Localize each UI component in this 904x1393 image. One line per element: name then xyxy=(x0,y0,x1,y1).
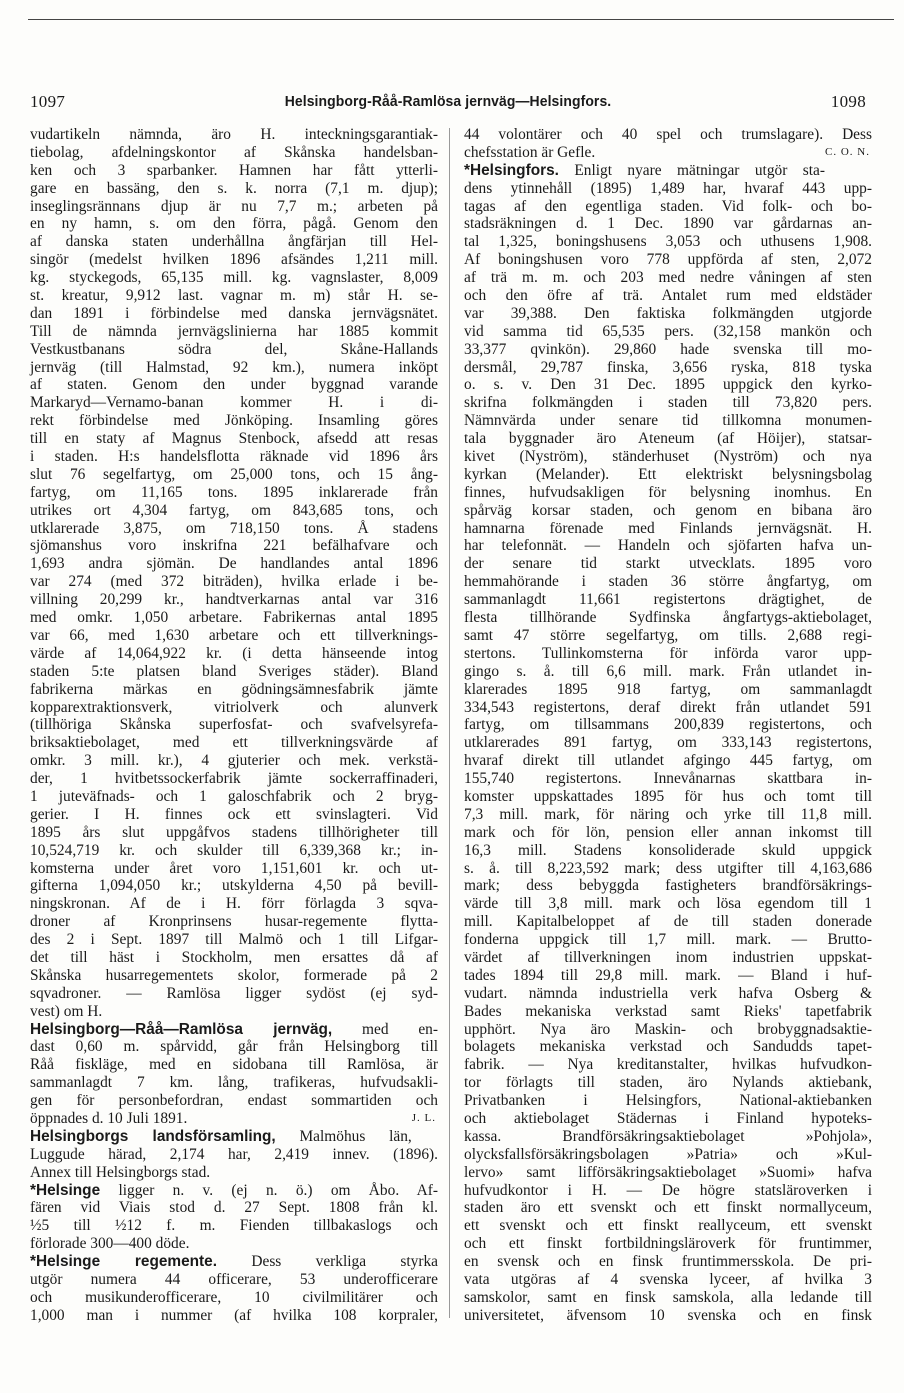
text-line xyxy=(464,520,872,538)
line-text: inseglingsrännans djup är nu 7,7 m.; arbeten på xyxy=(30,197,438,215)
author-signature: C. O. N. xyxy=(825,145,870,158)
line-text: utrikes ort 4,304 fartyg, om 843,685 tons, och xyxy=(30,501,438,519)
line-text: sqvadroner. — Ramlösa ligger sydöst (ej syd- xyxy=(30,984,438,1002)
text-line xyxy=(30,1021,438,1039)
text-line xyxy=(464,1056,872,1074)
line-text: dersmål, 29,787 finska, 3,656 ryska, 818 tyska xyxy=(464,358,872,376)
line-text: af trä m. m. och 203 med nedre våningen af sten xyxy=(464,269,872,287)
line-text: klarerades 1895 918 fartyg, om sammanlagdt xyxy=(464,680,872,698)
text-line xyxy=(30,699,438,717)
entry-headword: *Helsinge xyxy=(30,1181,101,1199)
line-text: finnes, hufvudsakligen för belysning inomhus. En xyxy=(464,483,872,501)
text-line xyxy=(464,1289,872,1307)
text-line xyxy=(464,1003,872,1021)
line-text: komsterna under året voro 1,151,601 kr. och ut- xyxy=(30,859,438,877)
line-text: utklarerades 891 fartyg, om 333,143 registertons, xyxy=(464,734,872,752)
line-text: der, 1 hvitbetssockerfabrik jämte sockerraffinaderi, xyxy=(30,770,438,788)
text-line xyxy=(464,788,872,806)
line-text: 33,377 qvinkön). 29,860 hade svenska till mo- xyxy=(464,340,872,358)
text-line xyxy=(464,806,872,824)
text-line xyxy=(464,144,872,162)
line-text: Privatbanken i Helsingfors, National-aktiebanken xyxy=(464,1092,872,1110)
text-line xyxy=(30,484,438,502)
text-line xyxy=(30,985,438,1003)
text-line xyxy=(464,502,872,520)
right-column xyxy=(464,126,872,1325)
running-title: Helsingborg-Råå-Ramlösa jernväg—Helsingfors. xyxy=(284,93,612,110)
line-text: gen för personbefordran, endast sommartiden och xyxy=(30,1092,438,1110)
line-text: des 2 i Sept. 1897 till Malmö och 1 till Lifgar- xyxy=(30,931,438,949)
line-text: Enligt nyare mätningar utgör sta- xyxy=(558,161,826,179)
line-text: slut 76 segelfartyg, om 25,000 tons, och 15 ång- xyxy=(30,465,438,483)
text-line xyxy=(464,359,872,377)
line-text: briksaktiebolaget, med ett tillverkningsvärde af xyxy=(30,734,438,752)
line-text: kg. styckegods, 65,135 mill. kg. vagnslaster, 8,009 xyxy=(30,269,438,287)
text-line xyxy=(30,233,438,251)
text-line xyxy=(464,1021,872,1039)
line-text: en svensk och en finsk fruntimmersskola. De pri- xyxy=(464,1253,872,1271)
line-text: tal 1,325, boningshusens 3,053 och uthusens 1,908. xyxy=(464,233,872,251)
text-line xyxy=(30,1056,438,1074)
line-text: det till häst i Stockholm, men ersattes då af xyxy=(30,948,438,966)
text-line xyxy=(464,555,872,573)
text-line xyxy=(30,269,438,287)
entry-headword: Helsingborgs landsförsamling, xyxy=(30,1127,276,1145)
text-line xyxy=(30,1182,438,1200)
text-line xyxy=(464,931,872,949)
text-line xyxy=(30,341,438,359)
text-line xyxy=(30,806,438,824)
line-text: af danska staten underhållna ångfärjan till Hel- xyxy=(30,233,438,251)
line-text: bolagets mekaniska verkstad och Sandudds tapet- xyxy=(464,1038,872,1056)
text-line xyxy=(464,376,872,394)
line-text: Nämnvärda under senare tid tillkomna monumen- xyxy=(464,412,872,430)
text-line xyxy=(464,985,872,1003)
text-line xyxy=(464,824,872,842)
text-line xyxy=(464,251,872,269)
text-line xyxy=(464,716,872,734)
line-text: vata utgöras af 4 svenska lyceer, af hvilka 3 xyxy=(464,1271,872,1288)
line-text: tiebolag, afdelningskontor af Skånska handelsban- xyxy=(30,143,438,161)
line-text: flesta tillhörande Sydfinska ångfartygs-aktiebolaget, xyxy=(464,609,872,627)
line-text: sammanlagdt 11,661 registertons drägtighet, de xyxy=(464,591,872,609)
line-text: dast 0,60 m. spårvidd, går från Helsingborg till xyxy=(30,1038,438,1056)
line-text: tagas af den egentliga staden. Vid folk- och bo- xyxy=(464,197,872,215)
text-line xyxy=(464,877,872,895)
line-text: fären vid Viais stod d. 27 Sept. 1808 från kl. xyxy=(30,1199,438,1217)
line-text: 1,000 man i nummer (af hvilka 108 korpraler, xyxy=(30,1306,438,1324)
text-line xyxy=(464,126,872,144)
line-text: kassa. Brandförsäkringsaktiebolaget »Pohjola», xyxy=(464,1127,872,1145)
text-line xyxy=(464,895,872,913)
line-text: fonderna uppgick till 1,7 mill. mark. — Brutto- xyxy=(464,931,872,949)
text-line xyxy=(30,1235,438,1253)
line-text: olycksfallsförsäkringsbolagen »Patria» och »Kul- xyxy=(464,1145,872,1163)
line-text: 1,693 andra sjömän. De handlandes antal 1896 xyxy=(30,555,438,573)
line-text: vid samma tid 65,535 pers. (32,158 mankön och xyxy=(464,322,872,340)
text-line xyxy=(30,609,438,627)
line-text: gare en bassäng, den s. k. norra (7,1 m. djup); xyxy=(30,179,438,197)
text-line xyxy=(464,233,872,251)
text-line xyxy=(464,1235,872,1253)
line-text: hamnarna förenade med Finlands jernvägsnät. H. xyxy=(464,519,872,537)
text-line xyxy=(30,663,438,681)
line-text: och aktiebolaget Städernas i Finland hypoteks- xyxy=(464,1109,872,1127)
text-line xyxy=(464,430,872,448)
text-line xyxy=(30,931,438,949)
text-line xyxy=(30,376,438,394)
text-line xyxy=(30,645,438,663)
line-text: Vestkustbanans södra del, Skåne-Hallands xyxy=(30,340,438,358)
text-line xyxy=(464,1110,872,1128)
line-text: stadsräkningen d. 1 Dec. 1890 var gårdarnas an- xyxy=(464,215,872,233)
text-line xyxy=(30,251,438,269)
line-text: af staten. Genom den under byggnad varande xyxy=(30,376,438,394)
text-line xyxy=(464,860,872,878)
text-line xyxy=(30,788,438,806)
text-line xyxy=(30,448,438,466)
line-text: s. å. till 8,223,592 mark; dess utgifter till 4,163,686 xyxy=(464,859,872,877)
line-text: 16,3 mill. Stadens konsoliderade skuld uppgick xyxy=(464,841,872,859)
text-line xyxy=(464,269,872,287)
text-line xyxy=(30,1092,438,1110)
line-text: och ett finskt fortbildningsläroverk för fruntimmer, xyxy=(464,1235,872,1253)
text-line xyxy=(464,609,872,627)
text-line xyxy=(30,323,438,341)
text-line xyxy=(30,734,438,752)
line-text: lervo» samt lifförsäkringsaktiebolaget »Suomi» hafva xyxy=(464,1163,872,1181)
top-rule xyxy=(28,19,894,20)
line-text: hvaraf direkt till utlandet afgingo 445 fartyg, om xyxy=(464,752,872,770)
text-line xyxy=(464,842,872,860)
line-text: var 274 (med 372 biträden), hvilka erlade i be- xyxy=(30,573,438,591)
text-line xyxy=(464,305,872,323)
line-text: fartyg, om 11,165 tons. 1895 inklarerade från xyxy=(30,483,438,501)
running-header xyxy=(30,92,866,116)
text-line xyxy=(464,1217,872,1235)
line-text: Till de nämnda jernvägslinierna har 1885 kommit xyxy=(30,322,438,340)
line-text: kyrkan (Melander). Ett elektriskt belysningsbolag xyxy=(464,465,872,483)
text-line xyxy=(464,627,872,645)
line-text: värde af 14,064,922 kr. (i detta hänseende intog xyxy=(30,644,438,662)
text-line xyxy=(464,1128,872,1146)
text-line xyxy=(30,1271,438,1289)
text-line xyxy=(464,770,872,788)
line-text: fabrik. — Nya kreditanstalter, hvilkas hufvudkon- xyxy=(464,1056,872,1074)
line-text: omkr. 3 mill. kr.), 4 gjuterier och mek. verkstä- xyxy=(30,752,438,770)
text-line xyxy=(464,394,872,412)
text-line xyxy=(30,394,438,412)
line-text: ½5 till ½12 f. m. Fienden tillbakaslogs och xyxy=(30,1217,438,1235)
text-line xyxy=(30,412,438,430)
column-divider xyxy=(449,128,450,1318)
line-text: staden 5:te platsen bland Sveriges städer). Bland xyxy=(30,662,438,680)
line-text: vest) om H. xyxy=(30,1002,103,1020)
line-text: fartyg, om tillsammans 200,839 registertons, och xyxy=(464,716,872,734)
text-line xyxy=(464,699,872,717)
line-text: 10,524,719 kr. och skulder till 6,339,368 kr.; in- xyxy=(30,841,438,859)
line-text: 334,543 registertons, deraf direkt från utlandet 591 xyxy=(464,698,872,716)
text-line xyxy=(30,860,438,878)
text-line xyxy=(30,198,438,216)
text-line xyxy=(30,752,438,770)
text-line xyxy=(30,502,438,520)
text-line xyxy=(30,967,438,985)
entry-headword: *Helsingfors. xyxy=(464,161,559,179)
text-line xyxy=(30,215,438,233)
page-number-right: 1098 xyxy=(830,92,866,111)
text-line xyxy=(464,448,872,466)
line-text: en ny hamn, s. om den förra, pågå. Genom den xyxy=(30,215,438,233)
line-text: vudart. nämnda industriella verk hafva Osberg & xyxy=(464,984,872,1002)
text-line xyxy=(30,913,438,931)
line-text: 7,3 mill. mark, för näring och yrke till 11,8 mill. xyxy=(464,805,872,823)
text-line xyxy=(464,1074,872,1092)
text-line xyxy=(30,1253,438,1271)
line-text: ningskronan. Af de i H. förr förlagda 3 sqva- xyxy=(30,895,438,913)
text-line xyxy=(30,305,438,323)
text-line xyxy=(30,359,438,377)
line-text: Råå fiskläge, med en sidobana till Ramlösa, är xyxy=(30,1056,438,1074)
text-line xyxy=(464,1307,872,1325)
line-text: förlorade 300—400 döde. xyxy=(30,1235,190,1253)
text-line xyxy=(30,555,438,573)
line-text: kivet (Nyström), ständerhuset (Nyström) och nya xyxy=(464,448,872,466)
text-line xyxy=(30,716,438,734)
line-text: Luggude härad, 2,174 har, 2,419 innev. (1896). xyxy=(30,1145,438,1163)
line-text: upphört. Nya äro Maskin- och brobyggnadsaktie- xyxy=(464,1020,872,1038)
text-line xyxy=(30,180,438,198)
text-line xyxy=(30,1199,438,1217)
text-line xyxy=(464,734,872,752)
line-text: värdet af tillverkningen inom industrien uppskat- xyxy=(464,948,872,966)
text-line xyxy=(30,1217,438,1235)
text-line xyxy=(30,430,438,448)
text-line xyxy=(464,1092,872,1110)
text-line xyxy=(464,573,872,591)
text-line xyxy=(30,877,438,895)
text-line xyxy=(464,949,872,967)
text-line xyxy=(464,198,872,216)
line-text: ligger n. v. (ej n. ö.) om Åbo. Af- xyxy=(100,1181,438,1199)
text-line xyxy=(30,895,438,913)
text-line xyxy=(464,967,872,985)
line-text: tala byggnader äro Ateneum (af Höijer), statsar- xyxy=(464,430,872,448)
author-signature: J. L. xyxy=(411,1111,436,1124)
entry-headword: *Helsinge regemente. xyxy=(30,1253,218,1271)
line-text: dens ytinnehåll (1895) 1,489 har, hvaraf 443 upp- xyxy=(464,179,872,197)
text-line xyxy=(464,323,872,341)
text-line xyxy=(464,1271,872,1289)
text-line xyxy=(30,949,438,967)
line-text: värde till 3,8 mill. mark och lösa egendom till 1 xyxy=(464,895,872,913)
line-text: har telefonnät. — Handeln och sjöfarten hafva un- xyxy=(464,537,872,555)
text-line xyxy=(30,1146,438,1164)
line-text: o. s. v. Den 31 Dec. 1895 uppgick den kyrko- xyxy=(464,376,872,394)
line-text: 1895 års slut uppgåfvos stadens tillhörigheter till xyxy=(30,823,438,841)
text-line xyxy=(30,520,438,538)
line-text: utklarerade 3,875, om 718,150 tons. Å stadens xyxy=(30,519,438,537)
line-text: sammanlagdt 7 km. lång, trafikeras, hufvudsakli- xyxy=(30,1074,438,1092)
line-text: utgör numera 44 officerare, 53 underofficerare xyxy=(30,1271,438,1288)
line-text: (tillhöriga Skånska superfosfat- och svafvelsyrefa- xyxy=(30,716,438,734)
line-text: chefsstation är Gefle. xyxy=(464,143,596,161)
line-text: spårväg korsar staden, och genom en bibana äro xyxy=(464,501,872,519)
text-line xyxy=(464,1146,872,1164)
text-line xyxy=(464,591,872,609)
line-text: st. kreatur, 9,912 last. vagnar m. m) står H. se- xyxy=(30,287,438,305)
line-text: var 66, med 1,630 arbetare och ett tillverknings- xyxy=(30,626,438,644)
line-text: öppnades d. 10 Juli 1891. xyxy=(30,1109,188,1127)
line-text: kopparextraktionsverk, vitriolverk och alunverk xyxy=(30,698,438,716)
line-text: fabrikerna märkas en gödningsämnesfabrik jämte xyxy=(30,680,438,698)
line-text: tades 1894 till 29,8 mill. mark. — Bland i huf- xyxy=(464,966,872,984)
text-line xyxy=(30,1307,438,1325)
text-line xyxy=(30,1128,438,1146)
line-text: samt 47 större segelfartyg, om tills. 2,688 regi- xyxy=(464,626,872,644)
line-text: rekt förbindelse med Jönköping. Insamling göres xyxy=(30,412,438,430)
line-text: 44 volontärer och 40 spel och trumslagare). Dess xyxy=(464,126,872,143)
text-line xyxy=(464,537,872,555)
text-line xyxy=(30,466,438,484)
line-text: var 39,388. Den faktiska folkmängden utgjorde xyxy=(464,304,872,322)
line-text: sjömanshus voro inskrifna 221 befälhafvare och xyxy=(30,537,438,555)
line-text: singör (medelst hvilken 1896 afsändes 1,211 mill. xyxy=(30,251,438,269)
line-text: Annex till Helsingborgs stad. xyxy=(30,1163,211,1181)
text-line xyxy=(30,537,438,555)
line-text: staden äro ett svenskt och ett finskt normallyceum, xyxy=(464,1199,872,1217)
line-text: mark; dess bebyggda fastigheters brandförsäkrings- xyxy=(464,877,872,895)
text-line xyxy=(30,591,438,609)
line-text: gifterna 1,094,050 kr.; utskylderna 4,50 på bevill- xyxy=(30,877,438,895)
text-line xyxy=(464,1199,872,1217)
text-line xyxy=(30,1038,438,1056)
text-line xyxy=(30,126,438,144)
entry-headword: Helsingborg—Råå—Ramlösa jernväg, xyxy=(30,1020,333,1038)
left-column xyxy=(30,126,438,1325)
text-line xyxy=(464,752,872,770)
line-text: skrifna folkmängden i staden till 73,820 pers. xyxy=(464,394,872,412)
line-text: samskolor, samt en finsk samskola, alla ledande till xyxy=(464,1288,872,1306)
line-text: mark och för lön, pension eller annan inkomst till xyxy=(464,823,872,841)
line-text: mill. Kapitalbeloppet af de till staden donerade xyxy=(464,913,872,931)
line-text: och den öfre af trä. Antalet rum med eldstäder xyxy=(464,287,872,305)
text-line xyxy=(30,1164,438,1182)
page-number-left: 1097 xyxy=(30,92,66,111)
text-line xyxy=(464,681,872,699)
text-line xyxy=(30,1289,438,1307)
text-line xyxy=(464,1038,872,1056)
line-text: 1 juteväfnads- och 1 galoschfabrik och 2 bryg- xyxy=(30,787,438,805)
text-line xyxy=(464,1182,872,1200)
line-text: Markaryd—Vernamo-banan kommer H. i di- xyxy=(30,394,438,412)
line-text: droner af Kronprinsens husar-regemente flytta- xyxy=(30,913,438,931)
text-line xyxy=(464,162,872,180)
text-line xyxy=(30,1003,438,1021)
line-text: Malmöhus län, xyxy=(275,1127,412,1145)
text-line xyxy=(30,1074,438,1092)
text-line xyxy=(30,824,438,842)
line-text: Skånska husarregementets skolor, formerade på 2 xyxy=(30,966,438,984)
text-line xyxy=(30,287,438,305)
line-text: ken och 3 sparbanker. Hamnen har fått ytterli- xyxy=(30,161,438,179)
line-text: universitetet, äfvensom 10 svenska och en finsk xyxy=(464,1306,872,1324)
line-text: med en- xyxy=(332,1020,438,1038)
line-text: villning 20,299 kr., handtverkarnas antal var 316 xyxy=(30,591,438,609)
line-text: och musikunderofficerare, 10 civilmilitärer och xyxy=(30,1288,438,1306)
line-text: 155,740 registertons. Innevånarnas skattbara in- xyxy=(464,770,872,788)
line-text: hufvudkontor i H. — De högre statsläroverken i xyxy=(464,1181,872,1199)
line-text: stertons. Tullinkomsterna för införda varor upp- xyxy=(464,644,872,662)
line-text: ett svenskt och ett finskt reallyceum, ett svenskt xyxy=(464,1217,872,1235)
text-line xyxy=(30,842,438,860)
text-line xyxy=(464,913,872,931)
text-line xyxy=(30,162,438,180)
line-text: Af boningshusen voro 778 uppförda af sten, 2,072 xyxy=(464,251,872,269)
line-text: jernväg (till Halmstad, 92 km.), numera inköpt xyxy=(30,358,438,376)
text-line xyxy=(30,573,438,591)
line-text: der senare tid starkt utvecklats. 1895 voro xyxy=(464,555,872,573)
line-text: i staden. H:s handelsflotta räknade vid 1896 års xyxy=(30,448,438,466)
text-line xyxy=(30,144,438,162)
line-text: gingo s. å. till 6,6 mill. mark. Från utlandet in- xyxy=(464,662,872,680)
line-text: hemmahörande i staden 36 större ångfartyg, om xyxy=(464,573,872,591)
line-text: tor förlagts till staden, äro Nylands aktiebank, xyxy=(464,1074,872,1092)
line-text: med omkr. 1,050 arbetare. Fabrikernas antal 1895 xyxy=(30,609,438,627)
line-text: komster uppskattades 1895 för hus och tomt till xyxy=(464,787,872,805)
line-text: vudartikeln nämnda, äro H. inteckningsgarantiak- xyxy=(30,126,438,143)
text-line xyxy=(464,215,872,233)
text-line xyxy=(464,663,872,681)
text-line xyxy=(30,1110,438,1128)
text-line xyxy=(464,484,872,502)
line-text: till en staty af Magnus Stenbock, afsedd att resas xyxy=(30,430,438,448)
text-line xyxy=(464,412,872,430)
text-line xyxy=(464,1253,872,1271)
text-line xyxy=(464,645,872,663)
text-line xyxy=(464,287,872,305)
text-line xyxy=(464,180,872,198)
text-line xyxy=(30,681,438,699)
text-line xyxy=(464,466,872,484)
text-line xyxy=(464,341,872,359)
text-line xyxy=(30,770,438,788)
text-line xyxy=(464,1164,872,1182)
line-text: gerier. I H. finnes ock ett svinslagteri. Vid xyxy=(30,805,438,823)
line-text: dan 1891 i förbindelse med danska jernvägsnätet. xyxy=(30,304,438,322)
text-line xyxy=(30,627,438,645)
line-text: Bades mekaniska verkstad samt Rieks' tapetfabrik xyxy=(464,1002,872,1020)
line-text: Dess verkliga styrka xyxy=(217,1253,439,1271)
